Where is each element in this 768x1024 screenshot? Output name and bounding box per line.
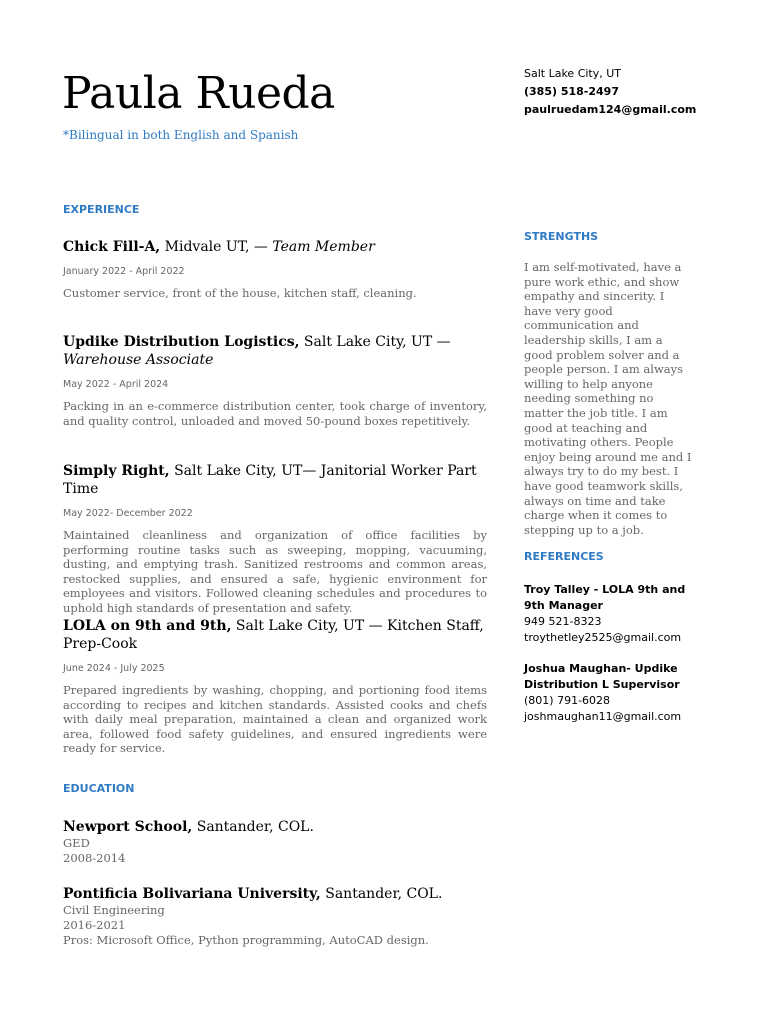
job-company: Updike Distribution Logistics, [63, 334, 300, 350]
job-title-line [63, 333, 487, 369]
job-dates: January 2022 - April 2022 [63, 266, 185, 277]
experience-item [63, 617, 487, 756]
education-school: Newport School, [63, 819, 193, 835]
strengths-heading: STRENGTHS [524, 230, 599, 243]
reference-email: joshmaughan11@gmail.com [524, 710, 682, 723]
reference-name: Joshua Maughan- Updike Distribution L Supervisor [524, 662, 680, 691]
job-description: Packing in an e-commerce distribution center, took charge of inventory, and quality control, unloaded and moved 50-pound boxes repetitively. [63, 399, 487, 428]
job-title-line [63, 238, 487, 256]
contact-block [524, 65, 754, 119]
strengths-text: I am self-motivated, have a pure work ethic, and show empathy and sincerity. I have very good communication and leadership skills, I am a good problem solver and a people person. I am always willing to help anyone needing something no matter the job title. I am good at teaching and motivating others. People enjoy being around me and I always try to do my best. I have good teamwork skills, always on time and take charge when it comes to stepping up to a job. [524, 260, 692, 537]
education-title-line [63, 885, 503, 903]
job-description: Customer service, front of the house, kitchen staff, cleaning. [63, 286, 417, 300]
candidate-name: Paula Rueda [62, 68, 335, 119]
job-dates: May 2022- December 2022 [63, 508, 193, 519]
references-heading: REFERENCES [524, 550, 604, 563]
education-degree: Civil Engineering [63, 903, 165, 917]
reference-name: Troy Talley - LOLA 9th and 9th Manager [524, 583, 686, 612]
education-location: Santander, COL. [320, 886, 443, 902]
experience-heading: EXPERIENCE [63, 203, 140, 216]
job-role: Warehouse Associate [63, 352, 214, 368]
education-item [63, 885, 503, 948]
job-role: Team Member [272, 239, 375, 255]
reference-item [524, 582, 694, 646]
job-dates: May 2022 - April 2024 [63, 379, 169, 390]
experience-item [63, 333, 487, 428]
contact-email: paulruedam124@gmail.com [524, 103, 697, 116]
reference-item [524, 661, 694, 725]
education-item [63, 818, 503, 866]
job-location: Salt Lake City, UT— Janitorial Worker Part Time [63, 463, 477, 497]
job-company: LOLA on 9th and 9th, [63, 618, 232, 634]
reference-phone: 949 521-8323 [524, 615, 602, 628]
job-location: Salt Lake City, UT — Kitchen Staff, Prep-Cook [63, 618, 484, 652]
reference-email: troythetley2525@gmail.com [524, 631, 682, 644]
job-location: Salt Lake City, UT — [299, 334, 451, 350]
contact-location: Salt Lake City, UT [524, 67, 622, 80]
education-location: Santander, COL. [192, 819, 314, 835]
contact-phone: (385) 518-2497 [524, 85, 619, 98]
education-title-line [63, 818, 503, 836]
job-location: Midvale UT, — [160, 239, 273, 255]
job-description: Maintained cleanliness and organization of office facilities by performing routine tasks such as sweeping, mopping, vacuuming, dusting, and emptying trash. Sanitized restrooms and common areas, restocked supplies, and ensured a safe, hygienic environment for employees and visitors. Followed cleaning schedules and procedures to uphold high standards of presentation and safety. [63, 528, 487, 615]
education-school: Pontificia Bolivariana University, [63, 886, 321, 902]
education-years: 2016-2021 [63, 918, 126, 932]
job-company: Chick Fill-A, [63, 239, 161, 255]
education-years: 2008-2014 [63, 851, 126, 865]
job-description: Prepared ingredients by washing, chopping, and portioning food items according to recipes and kitchen standards. Assisted cooks and chefs with daily meal preparation, maintained a clean and organized work area, followed food safety guidelines, and ensured ingredients were ready for service. [63, 683, 487, 756]
tagline: *Bilingual in both English and Spanish [63, 128, 299, 142]
job-company: Simply Right, [63, 463, 170, 479]
job-dates: June 2024 - July 2025 [63, 663, 165, 674]
experience-item [63, 238, 487, 301]
job-title-line [63, 617, 487, 653]
experience-item [63, 462, 487, 616]
education-skills: Pros: Microsoft Office, Python programming, AutoCAD design. [63, 933, 429, 947]
education-degree: GED [63, 836, 90, 850]
job-title-line [63, 462, 487, 498]
education-heading: EDUCATION [63, 782, 135, 795]
reference-phone: (801) 791-6028 [524, 694, 611, 707]
